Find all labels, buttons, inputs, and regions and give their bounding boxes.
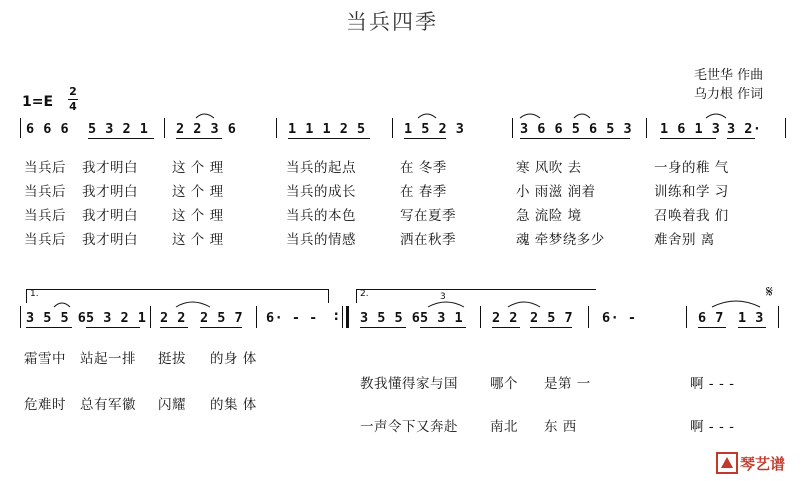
lyric: 这 个 理 <box>172 160 224 176</box>
lyric: 闪耀 <box>158 397 186 413</box>
note-group: 2 2 <box>492 310 518 326</box>
lyric: 我才明白 <box>82 160 138 176</box>
page-title: 当兵四季 <box>346 10 438 34</box>
lyric: 霜雪中 <box>24 351 66 367</box>
barline <box>480 306 481 328</box>
lyric: 这 个 理 <box>172 184 224 200</box>
key-signature: 1=E <box>22 94 54 110</box>
time-signature <box>68 86 78 113</box>
beam <box>698 327 726 328</box>
thick-barline <box>346 306 349 328</box>
lyric: 当兵后 <box>24 160 66 176</box>
lyric: 当兵的成长 <box>286 184 356 200</box>
volta-edge <box>356 289 357 303</box>
note-group: 1 3 <box>738 310 764 326</box>
note-group: 2 5 7 <box>200 310 244 326</box>
beam <box>420 327 466 328</box>
note-group: 3 5 5 6 <box>360 310 421 326</box>
lyric: 的集 体 <box>210 397 257 413</box>
lyric: 啊 - - - <box>690 419 735 435</box>
note-group: 2 2 3 6 <box>176 121 237 137</box>
volta-label-2: 2. <box>360 289 369 299</box>
note-group: 6· - - <box>266 310 318 326</box>
lyric: 洒在秋季 <box>400 232 456 248</box>
lyric: 召唤着我 们 <box>654 208 729 224</box>
composer-credit: 毛世华 作曲 <box>694 68 764 83</box>
lyric: 挺拔 <box>158 351 186 367</box>
lyric: 当兵的情感 <box>286 232 356 248</box>
note-group: 3 5 5 6 <box>26 310 87 326</box>
barline <box>785 118 786 138</box>
lyric: 在 春季 <box>400 184 447 200</box>
repeat-dots: : <box>332 308 341 324</box>
beam <box>288 138 370 139</box>
lyric: 东 西 <box>544 419 577 435</box>
beam <box>26 327 72 328</box>
note-group: 6 7 <box>698 310 724 326</box>
lyric: 小 雨滋 润着 <box>516 184 596 200</box>
beam <box>520 138 630 139</box>
beam <box>727 138 755 139</box>
lyric: 一声令下又奔赴 <box>360 419 458 435</box>
volta-bracket-2 <box>356 289 596 290</box>
time-denominator: 4 <box>69 100 77 113</box>
barline <box>778 306 779 328</box>
lyric: 难舍别 离 <box>654 232 715 248</box>
lyric: 这 个 理 <box>172 208 224 224</box>
barline <box>588 306 589 328</box>
lyric: 啊 - - - <box>690 376 735 392</box>
note-group: 5 3 2 1 <box>88 121 149 137</box>
lyric: 当兵后 <box>24 184 66 200</box>
barline <box>686 306 687 328</box>
lyric: 写在夏季 <box>400 208 456 224</box>
lyric: 总有军徽 <box>80 397 136 413</box>
note-group: 3 2· <box>727 121 762 137</box>
beam <box>88 138 154 139</box>
lyric: 当兵的本色 <box>286 208 356 224</box>
note-group: 1 6 1 3 <box>660 121 721 137</box>
note-group: 1 5 2 3 <box>404 121 465 137</box>
beam <box>200 327 242 328</box>
barline <box>276 118 277 138</box>
barline <box>256 306 257 328</box>
lyric: 我才明白 <box>82 208 138 224</box>
lyric: 哪个 <box>490 376 518 392</box>
lyric: 的身 体 <box>210 351 257 367</box>
barline <box>20 118 21 138</box>
watermark-text: 琴艺谱 <box>740 454 786 473</box>
barline <box>342 306 343 328</box>
note-group: 1 1 1 2 5 <box>288 121 366 137</box>
beam <box>86 327 140 328</box>
barline <box>646 118 647 138</box>
barline <box>512 118 513 138</box>
lyric: 我才明白 <box>82 184 138 200</box>
barline <box>392 118 393 138</box>
note-group: 6· - <box>602 310 637 326</box>
lyric: 在 冬季 <box>400 160 447 176</box>
volta-label-1: 1. <box>30 289 39 299</box>
barline <box>20 306 21 328</box>
note-group: 2 5 7 <box>530 310 574 326</box>
volta-edge <box>26 289 27 303</box>
lyric: 当兵后 <box>24 208 66 224</box>
lyric: 一身的稚 气 <box>654 160 729 176</box>
lyric: 这 个 理 <box>172 232 224 248</box>
lyric: 我才明白 <box>82 232 138 248</box>
lyric: 是第 一 <box>544 376 591 392</box>
lyric: 站起一排 <box>80 351 136 367</box>
note-group: 2 2 <box>160 310 186 326</box>
triplet-label: 3 <box>440 292 446 302</box>
lyric: 当兵后 <box>24 232 66 248</box>
beam <box>360 327 406 328</box>
note-group: 5 3 2 1 <box>86 310 147 326</box>
lyric: 危难时 <box>24 397 66 413</box>
segno-icon: 𝄋 <box>766 282 773 301</box>
lyric: 南北 <box>490 419 518 435</box>
volta-edge <box>328 289 329 303</box>
beam <box>160 327 188 328</box>
beam <box>660 138 716 139</box>
lyricist-credit: 乌力根 作词 <box>694 87 764 102</box>
lyric: 训练和学 习 <box>654 184 729 200</box>
beam <box>492 327 520 328</box>
logo-icon <box>716 452 738 474</box>
barline <box>164 118 165 138</box>
lyric: 魂 牵梦绕多少 <box>516 232 605 248</box>
lyric: 寒 风吹 去 <box>516 160 582 176</box>
volta-bracket-1 <box>26 289 328 290</box>
watermark-logo <box>716 452 785 474</box>
beam <box>176 138 222 139</box>
note-group: 6 6 6 <box>26 121 70 137</box>
beam <box>530 327 572 328</box>
lyric: 急 流险 境 <box>516 208 582 224</box>
note-group: 3 6 6 5 6 5 3 <box>520 121 633 137</box>
beam <box>404 138 446 139</box>
beam <box>738 327 766 328</box>
note-group: 5 3 1 <box>420 310 464 326</box>
barline <box>150 306 151 328</box>
lyric: 教我懂得家与国 <box>360 376 458 392</box>
lyric: 当兵的起点 <box>286 160 356 176</box>
time-numerator: 2 <box>69 85 77 98</box>
